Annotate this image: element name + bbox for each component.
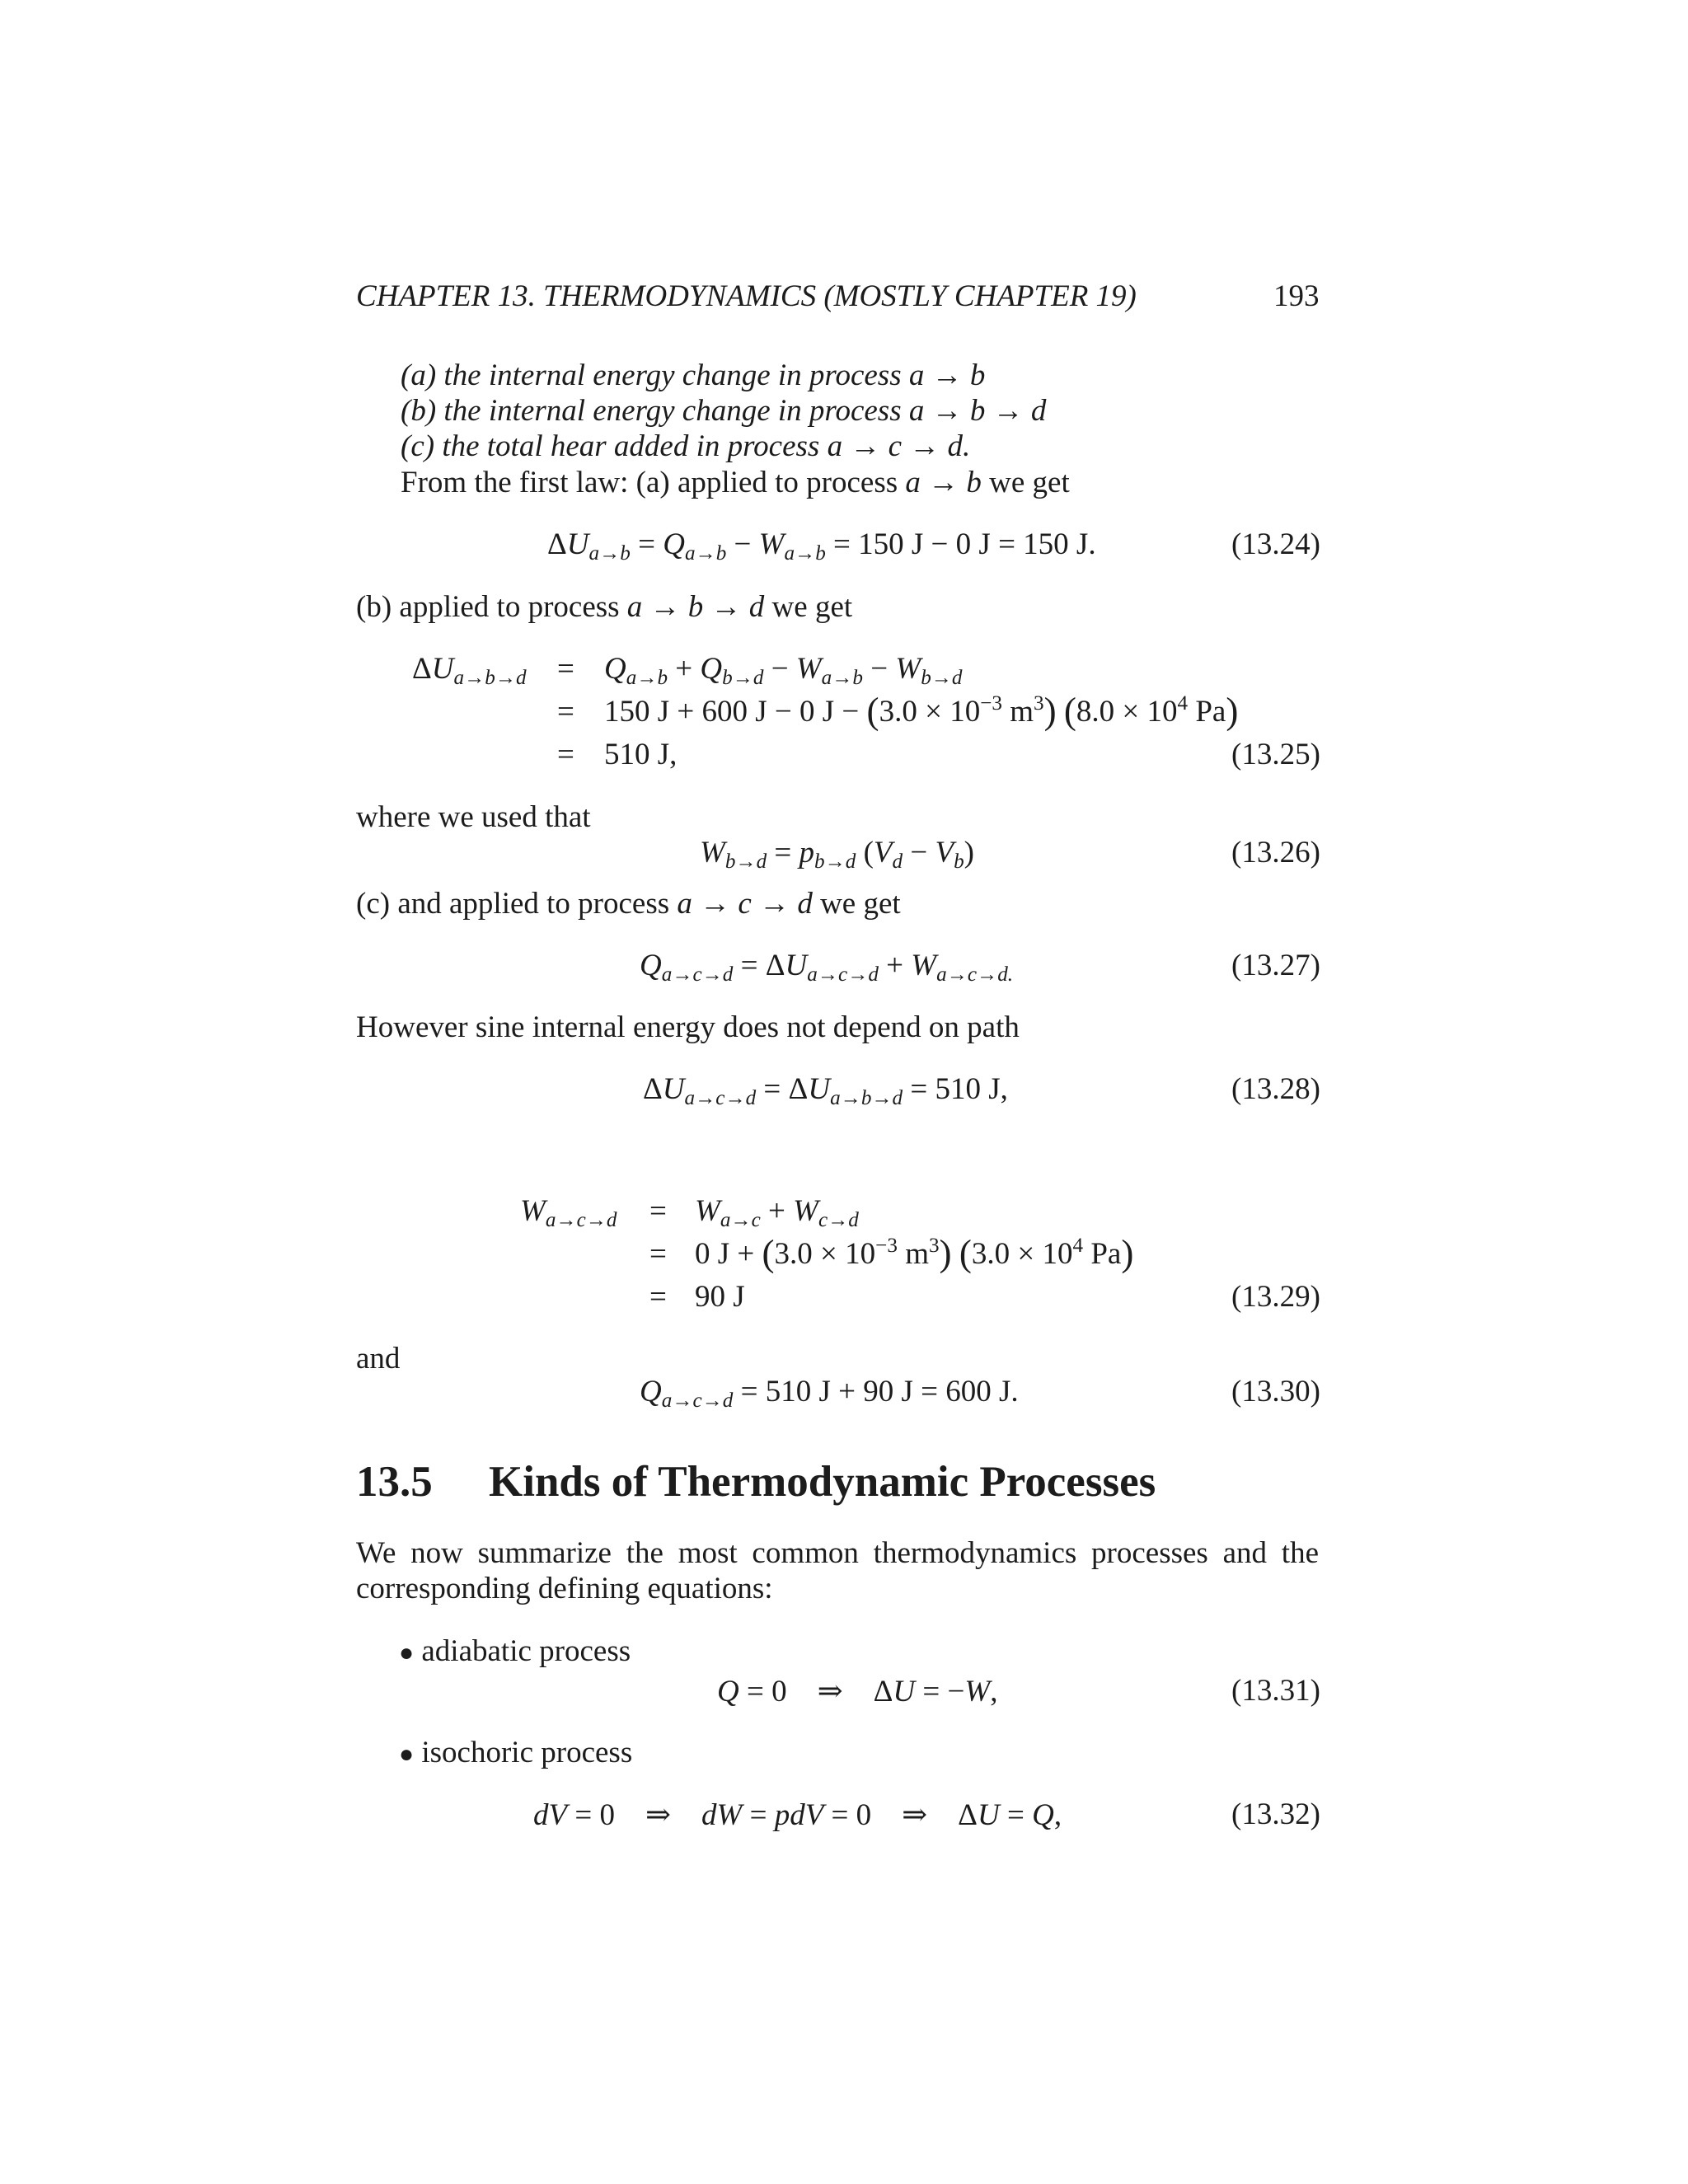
running-header	[356, 279, 1137, 314]
equation-13-25-lhs: $\Delta U_{a\to b\to d}$	[412, 652, 527, 690]
and-text: and	[356, 1342, 401, 1376]
equation-13-24: $\Delta U_{a\to b} = Q_{a\to b} - W_{a\to b} = 150$ J − 0 J = 150 J.	[547, 527, 1096, 565]
eq-13-29-equals-3: =	[649, 1280, 667, 1314]
equation-number-13-29: (13.29)	[1231, 1280, 1320, 1314]
equation-13-29-line1: $W_{a\to c} + W_{c\to d}$	[695, 1194, 859, 1232]
where-used-text: where we used that	[356, 800, 591, 834]
equation-13-29-line2: 0 $J + (3.0 \times 10^{-3}$ $m^3$) ($3.0 \times 10^4$ Pa)	[695, 1232, 1134, 1274]
problem-part-c: (c) the total hear added in process a → c → d.	[401, 429, 971, 463]
equation-number-13-31: (13.31)	[1231, 1674, 1320, 1708]
problem-part-b: (b) the internal energy change in process a → b → d	[401, 394, 1047, 428]
first-law-intro: From the first law: (a) applied to process a → b we get	[401, 466, 1070, 499]
equation-13-31: Q = 0 ⇒ ΔU = −W,	[717, 1675, 998, 1708]
bullet-icon: ●	[399, 1741, 415, 1768]
however-text: However sine internal energy does not depend on path	[356, 1010, 1020, 1044]
problem-part-a: (a) the internal energy change in process a → b	[401, 359, 986, 392]
bullet-item-isochoric: ● isochoric process	[399, 1736, 633, 1769]
eq-13-29-equals-1: =	[649, 1194, 667, 1228]
section-title: Kinds of Thermodynamic Processes	[489, 1458, 1156, 1506]
equation-13-32: dV = 0 ⇒ dW = pdV = 0 ⇒ ΔU = Q,	[533, 1798, 1062, 1832]
eq-13-29-equals-2: =	[649, 1237, 667, 1271]
equation-13-25-line3: 510 J,	[604, 738, 678, 771]
running-title: CHAPTER 13. THERMODYNAMICS (MOSTLY CHAPTER 19)	[356, 279, 1137, 313]
bullet-icon: ●	[399, 1639, 415, 1666]
section-intro-line2: corresponding defining equations:	[356, 1572, 773, 1605]
equation-number-13-28: (13.28)	[1231, 1072, 1320, 1106]
equation-number-13-27: (13.27)	[1231, 949, 1320, 982]
eq-13-25-equals-1: =	[557, 652, 574, 686]
equation-13-25-line2: 150 J + 600 J − 0 $J - (3.0 \times 10^{-3}$ $m^3$) ($8.0 \times 10^4$ Pa)	[604, 690, 1239, 732]
equation-13-26: $W_{b\to d} = p_{b\to d}$ $(V_d - V_b)$	[700, 836, 974, 874]
equation-number-13-32: (13.32)	[1231, 1797, 1320, 1831]
page-number: 193	[1273, 279, 1320, 313]
equation-13-25-line1: $Q_{a\to b} + Q_{b\to d} - W_{a\to b} - W_{b\to d}$	[604, 652, 963, 690]
eq-13-25-equals-2: =	[557, 695, 574, 729]
section-heading	[356, 1457, 433, 1507]
equation-number-13-26: (13.26)	[1231, 836, 1320, 869]
section-intro-line1: We now summarize the most common thermodynamics processes and the	[356, 1536, 1319, 1570]
bullet-item-adiabatic: ● adiabatic process	[399, 1634, 631, 1668]
equation-13-29-lhs: $W_{a\to c\to d}$	[520, 1194, 617, 1232]
equation-number-13-24: (13.24)	[1231, 527, 1320, 561]
equation-13-28: $\Delta U_{a\to c\to d} = \Delta U_{a\to b\to d} = 510$ J,	[643, 1072, 1008, 1110]
equation-13-29-line3: 90 J	[695, 1280, 745, 1314]
section-number: 13.5	[356, 1458, 433, 1506]
equation-number-13-30: (13.30)	[1231, 1375, 1320, 1408]
equation-13-27: $Q_{a\to c\to d} = \Delta U_{a\to c\to d} + W_{a\to c\to d.}$	[640, 949, 1014, 987]
equation-number-13-25: (13.25)	[1231, 738, 1320, 771]
equation-13-30: $Q_{a\to c\to d} = 510$ J + 90 J = 600 J.	[640, 1375, 1019, 1413]
b-applied-text: (b) applied to process a → b → d we get	[356, 590, 853, 624]
eq-13-25-equals-3: =	[557, 738, 574, 771]
c-applied-text: (c) and applied to process a → c → d we get	[356, 887, 901, 921]
eq-13-24-values: = 150 J − 0 J = 150 J.	[833, 527, 1096, 561]
